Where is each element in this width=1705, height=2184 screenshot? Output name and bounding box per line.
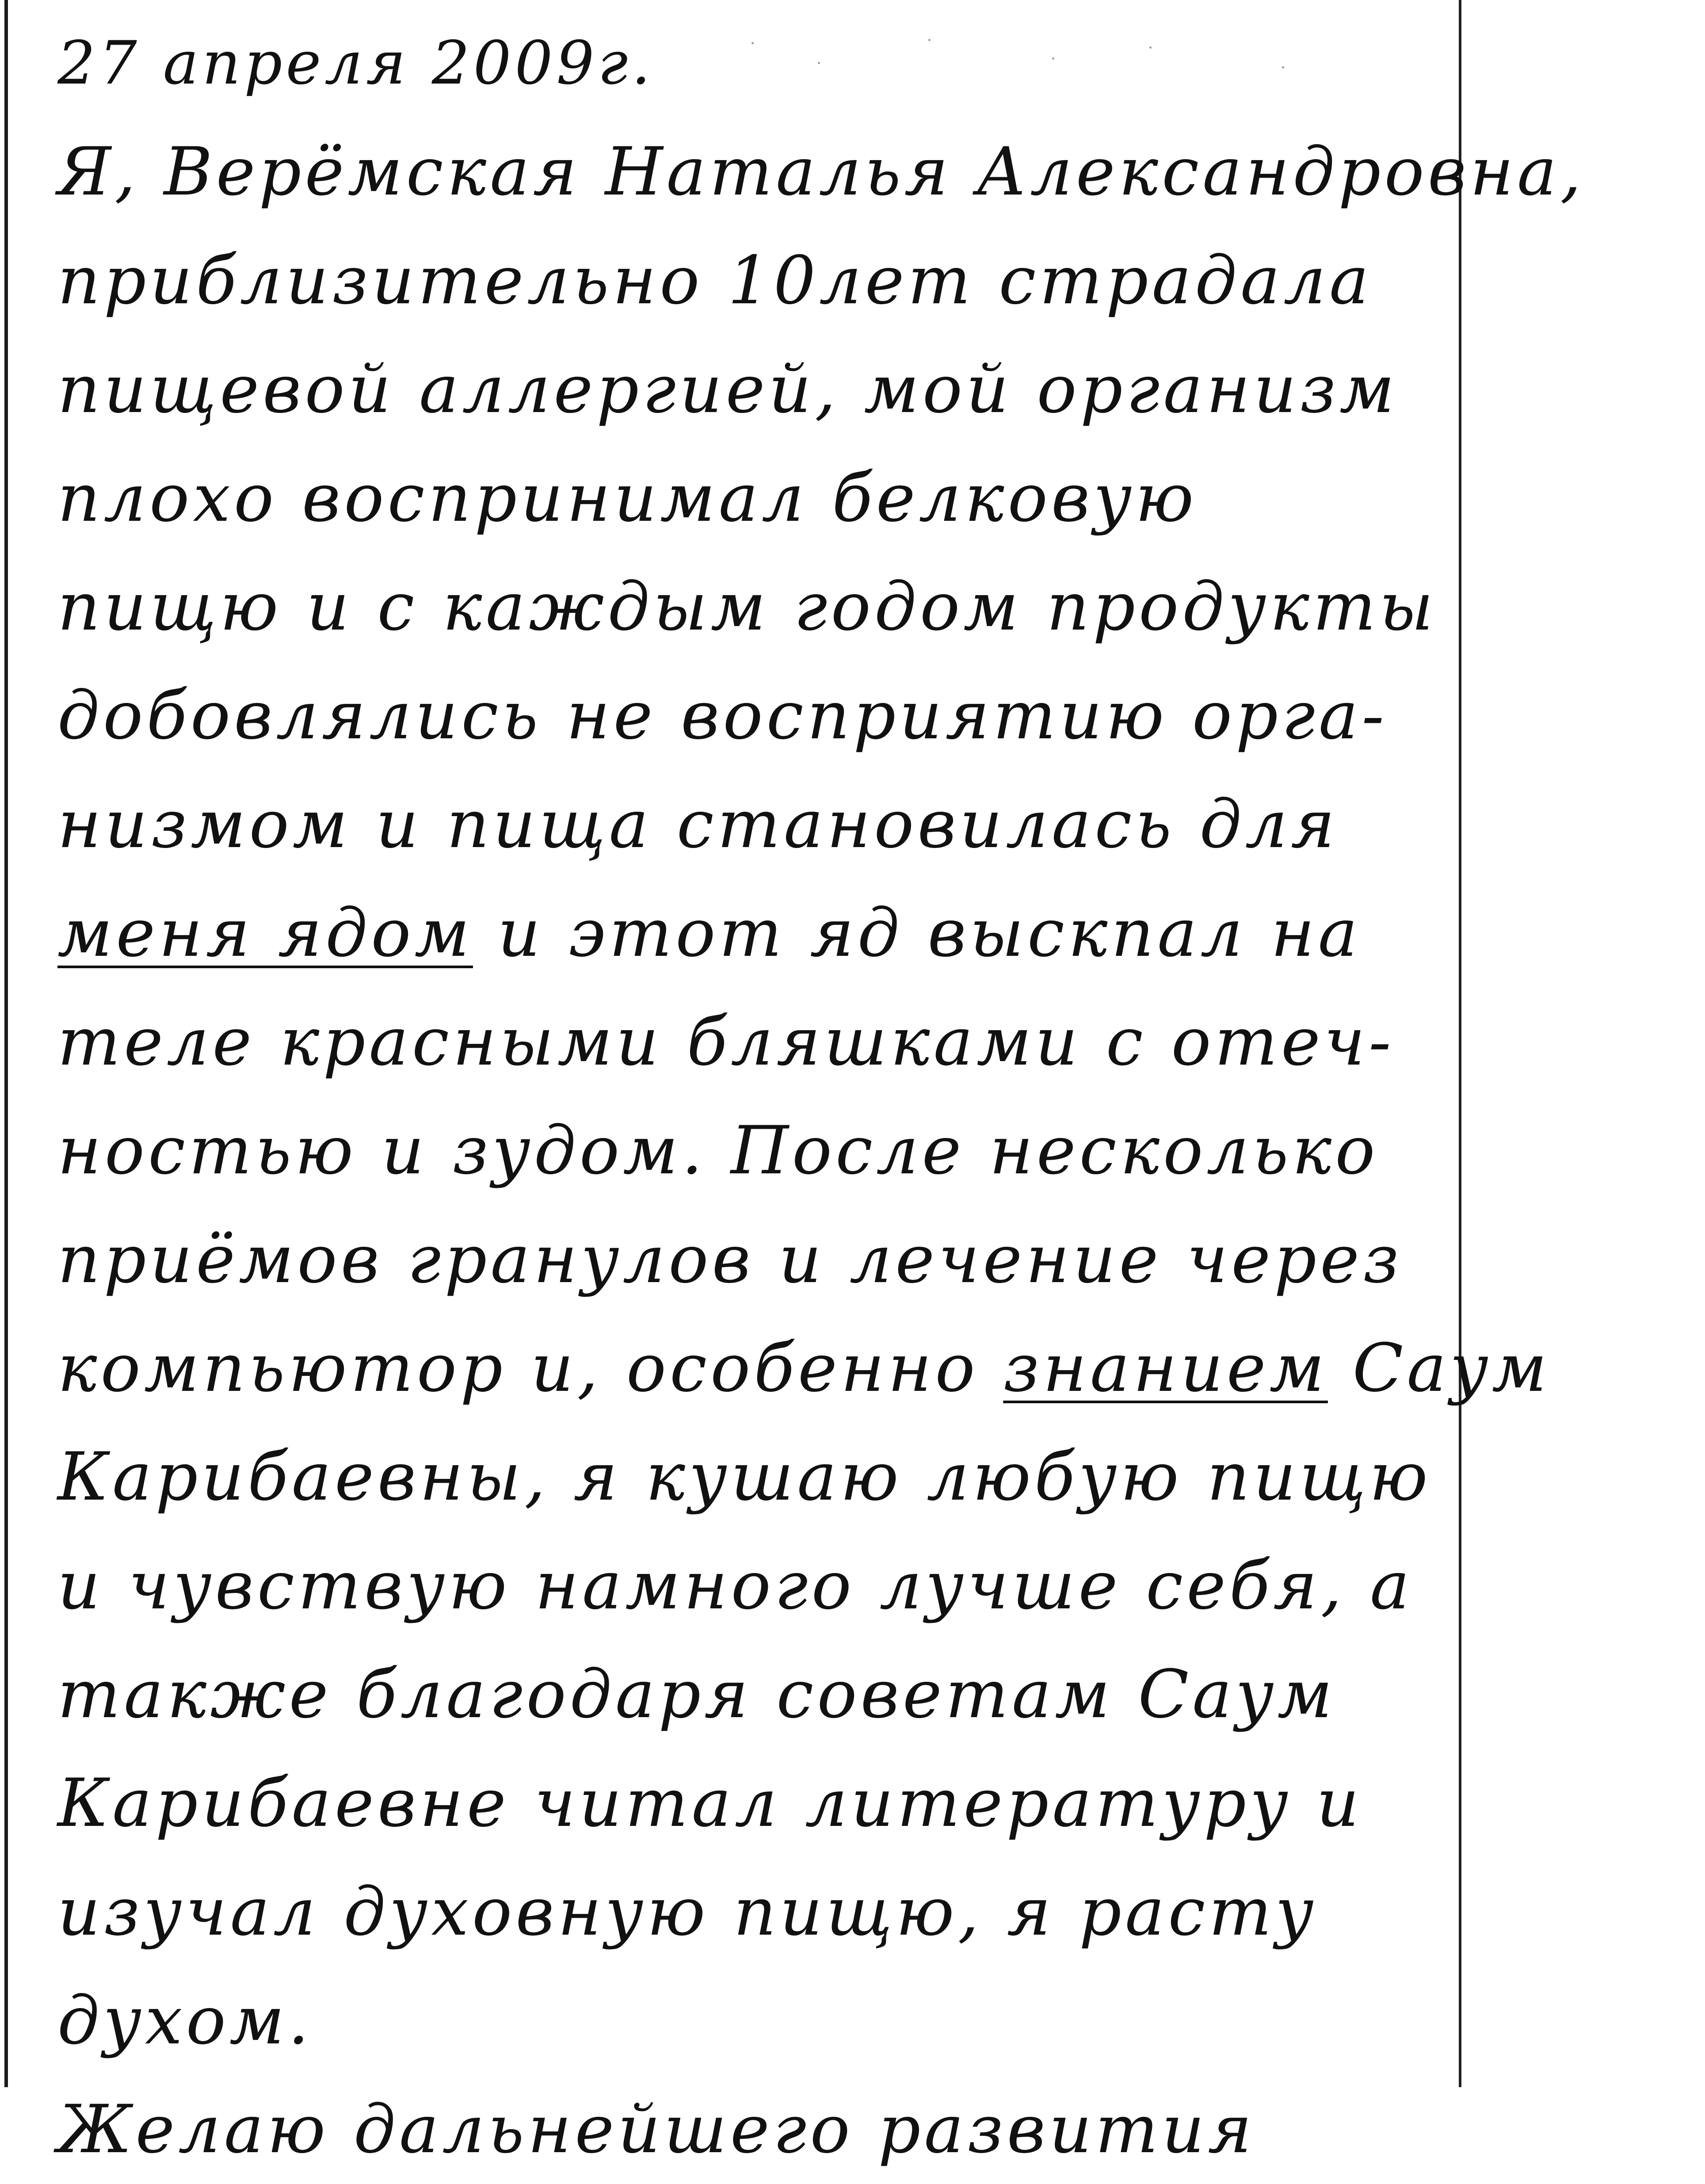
letter-line: Карибаевне читал литературу и (57, 1765, 1363, 1842)
letter-line: плохо воспринимал белковую (57, 460, 1198, 537)
letter-line (57, 1314, 1667, 1423)
letter-line: теле красными бляшками с отеч- (57, 1004, 1395, 1081)
letter-line (57, 879, 1667, 988)
letter-line: и чувствую намного лучше себя, а (57, 1547, 1413, 1624)
letter-line: ностью и зудом. После несколько (57, 1112, 1379, 1189)
letter-line-text: Саум (1327, 1330, 1551, 1407)
letter-line-text: и этот яд выскпал на (473, 895, 1362, 972)
letter-line: пищю и с каждым годом продукты (57, 569, 1437, 645)
letter-line: пищевой аллергией, мой организм (57, 351, 1398, 428)
letter-line-text: компьютор и, особенно (57, 1330, 1003, 1407)
page-left-edge (4, 0, 8, 2087)
letter-line: духом. (57, 1982, 313, 2059)
letter-line: изучал духовную пищю, я расту (57, 1874, 1317, 1951)
letter-line: также благодаря советам Саум (57, 1656, 1336, 1733)
underlined-phrase: знанием (1003, 1330, 1328, 1407)
letter-body (57, 9, 1667, 2184)
letter-line: Желаю дальнейшего развития (57, 2091, 1255, 2168)
letter-line: приёмов гранулов и лечение через (57, 1221, 1403, 1298)
letter-line: Я, Верёмская Наталья Александровна, (57, 134, 1585, 210)
letter-line: низмом и пища становилась для (57, 786, 1339, 863)
letter-date: 27 апреля 2009г. (57, 28, 654, 98)
letter-line: Карибаевны, я кушаю любую пищю (57, 1439, 1431, 1516)
letter-line: приблизительно 10лет страдала (57, 242, 1373, 319)
letter-line: добовлялись не восприятию орга- (57, 677, 1388, 754)
underlined-phrase: меня ядом (57, 895, 473, 972)
